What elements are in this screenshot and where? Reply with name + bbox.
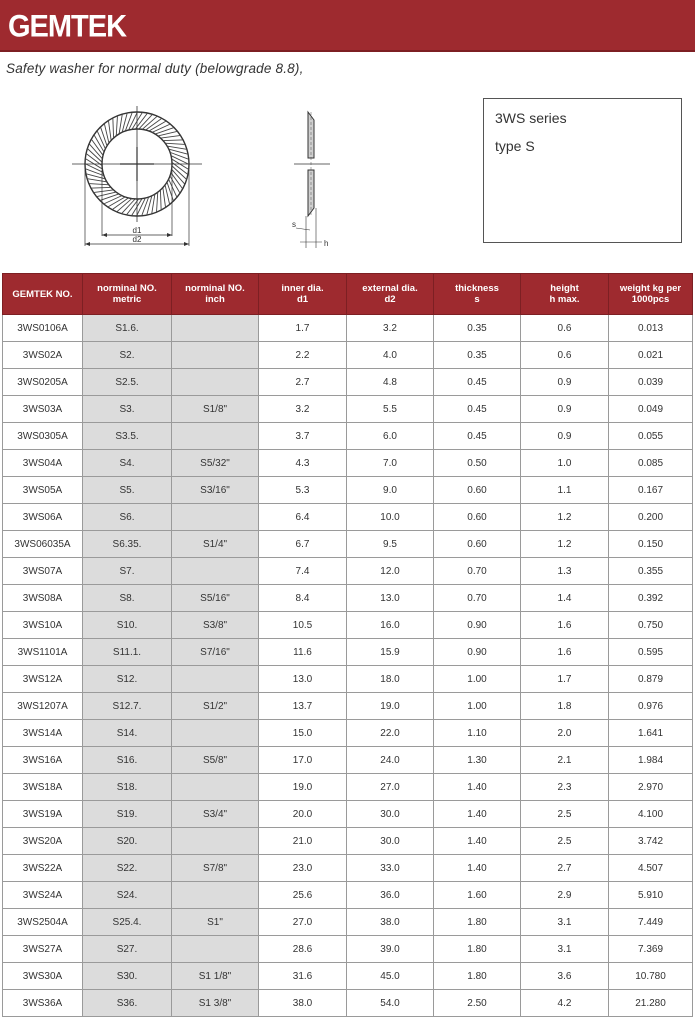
table-row	[3, 693, 693, 720]
cell-metric-no: S27.	[83, 936, 172, 963]
brand-header	[0, 0, 695, 52]
table-row	[3, 801, 693, 828]
cell-inner-dia: 1.7	[259, 315, 347, 342]
column-header-inner-dia	[259, 274, 347, 315]
cell-external-dia: 5.5	[347, 396, 434, 423]
cell-thickness: 1.40	[434, 855, 521, 882]
cell-weight: 0.200	[609, 504, 693, 531]
cell-weight: 5.910	[609, 882, 693, 909]
cell-inner-dia: 38.0	[259, 990, 347, 1017]
cell-metric-no: S14.	[83, 720, 172, 747]
cell-external-dia: 7.0	[347, 450, 434, 477]
column-header-line: h max.	[549, 294, 580, 305]
cell-inch-no: S3/4"	[172, 801, 259, 828]
cell-metric-no: S12.7.	[83, 693, 172, 720]
cell-thickness: 0.60	[434, 531, 521, 558]
cell-external-dia: 18.0	[347, 666, 434, 693]
cell-weight: 3.742	[609, 828, 693, 855]
cell-inch-no	[172, 342, 259, 369]
table-row	[3, 720, 693, 747]
cell-gemtek-no: 3WS19A	[3, 801, 83, 828]
table-body	[3, 315, 693, 1017]
cell-external-dia: 16.0	[347, 612, 434, 639]
cell-thickness: 1.00	[434, 693, 521, 720]
cell-inner-dia: 19.0	[259, 774, 347, 801]
cell-height: 1.1	[521, 477, 609, 504]
cell-inch-no	[172, 720, 259, 747]
cell-inch-no: S1/4"	[172, 531, 259, 558]
cell-external-dia: 9.5	[347, 531, 434, 558]
cell-gemtek-no: 3WS02A	[3, 342, 83, 369]
dim-label-d1: d1	[132, 226, 142, 235]
cell-thickness: 1.60	[434, 882, 521, 909]
cell-gemtek-no: 3WS0106A	[3, 315, 83, 342]
cell-height: 3.1	[521, 936, 609, 963]
column-header-line: GEMTEK NO.	[12, 288, 73, 300]
cell-metric-no: S11.1.	[83, 639, 172, 666]
washer-tooth-line	[158, 135, 183, 138]
cell-weight: 7.449	[609, 909, 693, 936]
table-row	[3, 909, 693, 936]
cell-metric-no: S25.4.	[83, 909, 172, 936]
cell-height: 1.0	[521, 450, 609, 477]
cell-external-dia: 4.0	[347, 342, 434, 369]
table-row	[3, 369, 693, 396]
washer-tooth-line	[91, 190, 116, 193]
cell-weight: 2.970	[609, 774, 693, 801]
cell-metric-no: S1.6.	[83, 315, 172, 342]
cell-metric-no: S4.	[83, 450, 172, 477]
cell-height: 0.6	[521, 315, 609, 342]
cell-height: 2.0	[521, 720, 609, 747]
washer-tooth-line	[108, 118, 111, 143]
cell-inch-no: S3/16"	[172, 477, 259, 504]
cell-inch-no: S7/16"	[172, 639, 259, 666]
cell-metric-no: S7.	[83, 558, 172, 585]
cell-inch-no	[172, 666, 259, 693]
cell-weight: 4.507	[609, 855, 693, 882]
cell-gemtek-no: 3WS24A	[3, 882, 83, 909]
cell-metric-no: S18.	[83, 774, 172, 801]
cell-height: 1.6	[521, 639, 609, 666]
cell-height: 2.1	[521, 747, 609, 774]
cell-weight: 0.150	[609, 531, 693, 558]
table-row	[3, 315, 693, 342]
cell-height: 1.8	[521, 693, 609, 720]
cell-inner-dia: 31.6	[259, 963, 347, 990]
cell-weight: 0.392	[609, 585, 693, 612]
washer-drawing	[0, 90, 470, 265]
column-header-line: d2	[384, 294, 396, 305]
cell-inner-dia: 15.0	[259, 720, 347, 747]
column-header-line: s	[474, 294, 480, 305]
cell-thickness: 0.70	[434, 558, 521, 585]
table-row	[3, 855, 693, 882]
cell-gemtek-no: 3WS14A	[3, 720, 83, 747]
cell-thickness: 0.45	[434, 369, 521, 396]
cell-height: 0.9	[521, 423, 609, 450]
cell-gemtek-no: 3WS07A	[3, 558, 83, 585]
cell-weight: 0.055	[609, 423, 693, 450]
cell-thickness: 1.00	[434, 666, 521, 693]
cell-weight: 0.355	[609, 558, 693, 585]
cell-weight: 0.595	[609, 639, 693, 666]
cell-inch-no	[172, 315, 259, 342]
table-row	[3, 963, 693, 990]
cell-inch-no	[172, 423, 259, 450]
cell-height: 4.2	[521, 990, 609, 1017]
cell-weight: 0.085	[609, 450, 693, 477]
column-header-line: inner dia.	[281, 283, 324, 294]
cell-gemtek-no: 3WS2504A	[3, 909, 83, 936]
cell-external-dia: 12.0	[347, 558, 434, 585]
cell-thickness: 0.60	[434, 477, 521, 504]
cell-weight: 0.167	[609, 477, 693, 504]
cell-height: 2.5	[521, 801, 609, 828]
cell-weight: 0.021	[609, 342, 693, 369]
column-header-line: weight kg per	[619, 283, 682, 294]
cell-height: 2.5	[521, 828, 609, 855]
cell-thickness: 1.80	[434, 936, 521, 963]
cell-metric-no: S8.	[83, 585, 172, 612]
cell-height: 3.6	[521, 963, 609, 990]
cell-external-dia: 4.8	[347, 369, 434, 396]
cell-height: 3.1	[521, 909, 609, 936]
cell-external-dia: 22.0	[347, 720, 434, 747]
cell-weight: 7.369	[609, 936, 693, 963]
cell-inch-no	[172, 369, 259, 396]
cell-gemtek-no: 3WS06035A	[3, 531, 83, 558]
column-header-gemtek-no	[3, 274, 83, 315]
washer-tooth-line	[89, 187, 114, 188]
dim-label-s: s	[292, 220, 296, 229]
washer-tooth-line	[160, 187, 161, 212]
cell-external-dia: 33.0	[347, 855, 434, 882]
cell-external-dia: 24.0	[347, 747, 434, 774]
table-row	[3, 774, 693, 801]
cell-inner-dia: 6.7	[259, 531, 347, 558]
cell-gemtek-no: 3WS30A	[3, 963, 83, 990]
cell-external-dia: 54.0	[347, 990, 434, 1017]
cell-inner-dia: 2.2	[259, 342, 347, 369]
cell-weight: 21.280	[609, 990, 693, 1017]
cell-weight: 10.780	[609, 963, 693, 990]
cell-gemtek-no: 3WS18A	[3, 774, 83, 801]
dim-label-h: h	[324, 239, 329, 248]
brand-logo: GEMTEK	[8, 9, 127, 45]
cell-external-dia: 19.0	[347, 693, 434, 720]
column-header-external-dia	[347, 274, 434, 315]
cell-height: 1.4	[521, 585, 609, 612]
table-row	[3, 531, 693, 558]
cell-inner-dia: 25.6	[259, 882, 347, 909]
cell-inner-dia: 13.0	[259, 666, 347, 693]
cell-inch-no: S1 3/8"	[172, 990, 259, 1017]
column-header-line: d1	[296, 294, 309, 305]
cell-thickness: 1.80	[434, 909, 521, 936]
cell-external-dia: 13.0	[347, 585, 434, 612]
cell-thickness: 0.45	[434, 423, 521, 450]
cell-metric-no: S3.5.	[83, 423, 172, 450]
cell-external-dia: 39.0	[347, 936, 434, 963]
cell-inner-dia: 6.4	[259, 504, 347, 531]
table-row	[3, 882, 693, 909]
cell-weight: 1.984	[609, 747, 693, 774]
cell-metric-no: S24.	[83, 882, 172, 909]
cell-inch-no: S5/16"	[172, 585, 259, 612]
table-row	[3, 990, 693, 1017]
cell-thickness: 1.40	[434, 828, 521, 855]
column-header-thickness	[434, 274, 521, 315]
cell-height: 1.7	[521, 666, 609, 693]
cell-height: 0.9	[521, 369, 609, 396]
cell-gemtek-no: 3WS03A	[3, 396, 83, 423]
cell-weight: 0.750	[609, 612, 693, 639]
cell-metric-no: S36.	[83, 990, 172, 1017]
cell-external-dia: 30.0	[347, 801, 434, 828]
cell-gemtek-no: 3WS08A	[3, 585, 83, 612]
spec-table	[2, 273, 693, 1017]
cell-thickness: 2.50	[434, 990, 521, 1017]
cell-external-dia: 6.0	[347, 423, 434, 450]
cell-gemtek-no: 3WS12A	[3, 666, 83, 693]
table-row	[3, 612, 693, 639]
cell-weight: 0.976	[609, 693, 693, 720]
cell-thickness: 0.35	[434, 315, 521, 342]
cell-external-dia: 38.0	[347, 909, 434, 936]
cell-inner-dia: 11.6	[259, 639, 347, 666]
cell-gemtek-no: 3WS20A	[3, 828, 83, 855]
column-header-line: metric	[112, 294, 142, 305]
dim-label-d2: d2	[132, 235, 142, 244]
cell-height: 2.7	[521, 855, 609, 882]
column-header-height	[521, 274, 609, 315]
cell-thickness: 1.40	[434, 774, 521, 801]
cell-thickness: 0.70	[434, 585, 521, 612]
cell-inner-dia: 27.0	[259, 909, 347, 936]
table-row	[3, 936, 693, 963]
cell-gemtek-no: 3WS16A	[3, 747, 83, 774]
washer-tooth-line	[160, 140, 185, 141]
cell-height: 2.9	[521, 882, 609, 909]
column-header-line: inch	[205, 294, 225, 305]
table-row	[3, 558, 693, 585]
cell-inner-dia: 13.7	[259, 693, 347, 720]
cell-metric-no: S16.	[83, 747, 172, 774]
cell-gemtek-no: 3WS06A	[3, 504, 83, 531]
cell-metric-no: S19.	[83, 801, 172, 828]
cell-inch-no	[172, 774, 259, 801]
series-type: type S	[495, 138, 535, 154]
cell-gemtek-no: 3WS1207A	[3, 693, 83, 720]
cell-external-dia: 9.0	[347, 477, 434, 504]
column-header-weight	[609, 274, 693, 315]
table-row	[3, 477, 693, 504]
cell-inner-dia: 5.3	[259, 477, 347, 504]
cell-inner-dia: 3.7	[259, 423, 347, 450]
cell-inner-dia: 17.0	[259, 747, 347, 774]
cell-height: 1.2	[521, 531, 609, 558]
cell-height: 2.3	[521, 774, 609, 801]
table-row	[3, 504, 693, 531]
cell-inch-no: S1 1/8"	[172, 963, 259, 990]
series-info-box	[483, 98, 682, 243]
cell-inch-no	[172, 882, 259, 909]
cell-inch-no: S1"	[172, 909, 259, 936]
cell-external-dia: 15.9	[347, 639, 434, 666]
cell-thickness: 1.30	[434, 747, 521, 774]
cell-gemtek-no: 3WS05A	[3, 477, 83, 504]
washer-tooth-line	[113, 116, 114, 141]
cell-thickness: 0.90	[434, 639, 521, 666]
cell-inner-dia: 20.0	[259, 801, 347, 828]
cell-external-dia: 3.2	[347, 315, 434, 342]
cell-gemtek-no: 3WS0205A	[3, 369, 83, 396]
cell-inch-no	[172, 504, 259, 531]
cell-gemtek-no: 3WS10A	[3, 612, 83, 639]
cell-inch-no	[172, 936, 259, 963]
cell-height: 1.2	[521, 504, 609, 531]
column-header-line: 1000pcs	[631, 294, 670, 305]
table-row	[3, 747, 693, 774]
cell-inch-no: S3/8"	[172, 612, 259, 639]
table-row	[3, 342, 693, 369]
cell-inch-no: S5/8"	[172, 747, 259, 774]
cell-inch-no: S1/2"	[172, 693, 259, 720]
cell-thickness: 0.50	[434, 450, 521, 477]
cell-height: 0.6	[521, 342, 609, 369]
cell-weight: 0.879	[609, 666, 693, 693]
cell-metric-no: S22.	[83, 855, 172, 882]
cell-inner-dia: 4.3	[259, 450, 347, 477]
cell-thickness: 0.90	[434, 612, 521, 639]
cell-metric-no: S6.	[83, 504, 172, 531]
table-row	[3, 396, 693, 423]
cell-metric-no: S6.35.	[83, 531, 172, 558]
cell-height: 0.9	[521, 396, 609, 423]
table-row	[3, 639, 693, 666]
page-subtitle: Safety washer for normal duty (belowgrade 8.8),	[6, 61, 304, 76]
cell-metric-no: S5.	[83, 477, 172, 504]
table-row	[3, 450, 693, 477]
cell-metric-no: S30.	[83, 963, 172, 990]
cell-gemtek-no: 3WS1101A	[3, 639, 83, 666]
cell-external-dia: 10.0	[347, 504, 434, 531]
cell-inner-dia: 8.4	[259, 585, 347, 612]
cell-weight: 0.039	[609, 369, 693, 396]
cell-height: 1.6	[521, 612, 609, 639]
cell-height: 1.3	[521, 558, 609, 585]
cell-inner-dia: 21.0	[259, 828, 347, 855]
column-header-line: external dia.	[362, 283, 418, 294]
washer-side-view	[292, 112, 330, 248]
column-header-inch-no	[172, 274, 259, 315]
cell-thickness: 0.60	[434, 504, 521, 531]
table-header-row	[3, 274, 693, 315]
cell-inner-dia: 28.6	[259, 936, 347, 963]
cell-weight: 0.049	[609, 396, 693, 423]
table-row	[3, 585, 693, 612]
cell-gemtek-no: 3WS36A	[3, 990, 83, 1017]
cell-metric-no: S12.	[83, 666, 172, 693]
cell-gemtek-no: 3WS22A	[3, 855, 83, 882]
column-header-metric-no	[83, 274, 172, 315]
table-row	[3, 423, 693, 450]
washer-front-view	[72, 106, 202, 246]
cell-inner-dia: 23.0	[259, 855, 347, 882]
cell-inch-no	[172, 828, 259, 855]
cell-gemtek-no: 3WS27A	[3, 936, 83, 963]
cell-external-dia: 27.0	[347, 774, 434, 801]
cell-metric-no: S10.	[83, 612, 172, 639]
cell-thickness: 1.80	[434, 963, 521, 990]
cell-gemtek-no: 3WS04A	[3, 450, 83, 477]
cell-thickness: 0.45	[434, 396, 521, 423]
cell-inner-dia: 10.5	[259, 612, 347, 639]
table-row	[3, 828, 693, 855]
table-row	[3, 666, 693, 693]
cell-inch-no	[172, 558, 259, 585]
cell-inner-dia: 3.2	[259, 396, 347, 423]
cell-inch-no: S5/32"	[172, 450, 259, 477]
cell-metric-no: S2.5.	[83, 369, 172, 396]
cell-inner-dia: 7.4	[259, 558, 347, 585]
cell-thickness: 1.40	[434, 801, 521, 828]
column-header-line: norminal NO.	[97, 283, 157, 294]
cell-external-dia: 45.0	[347, 963, 434, 990]
column-header-line: height	[550, 283, 579, 294]
column-header-line: thickness	[455, 283, 499, 294]
cell-inch-no: S7/8"	[172, 855, 259, 882]
cell-thickness: 1.10	[434, 720, 521, 747]
cell-weight: 0.013	[609, 315, 693, 342]
cell-gemtek-no: 3WS0305A	[3, 423, 83, 450]
cell-weight: 4.100	[609, 801, 693, 828]
cell-weight: 1.641	[609, 720, 693, 747]
cell-metric-no: S3.	[83, 396, 172, 423]
cell-metric-no: S20.	[83, 828, 172, 855]
cell-thickness: 0.35	[434, 342, 521, 369]
column-header-line: norminal NO.	[185, 283, 245, 294]
cell-inch-no: S1/8"	[172, 396, 259, 423]
cell-inner-dia: 2.7	[259, 369, 347, 396]
cell-external-dia: 30.0	[347, 828, 434, 855]
cell-metric-no: S2.	[83, 342, 172, 369]
series-name: 3WS series	[495, 110, 567, 126]
washer-tooth-line	[163, 185, 166, 210]
cell-external-dia: 36.0	[347, 882, 434, 909]
